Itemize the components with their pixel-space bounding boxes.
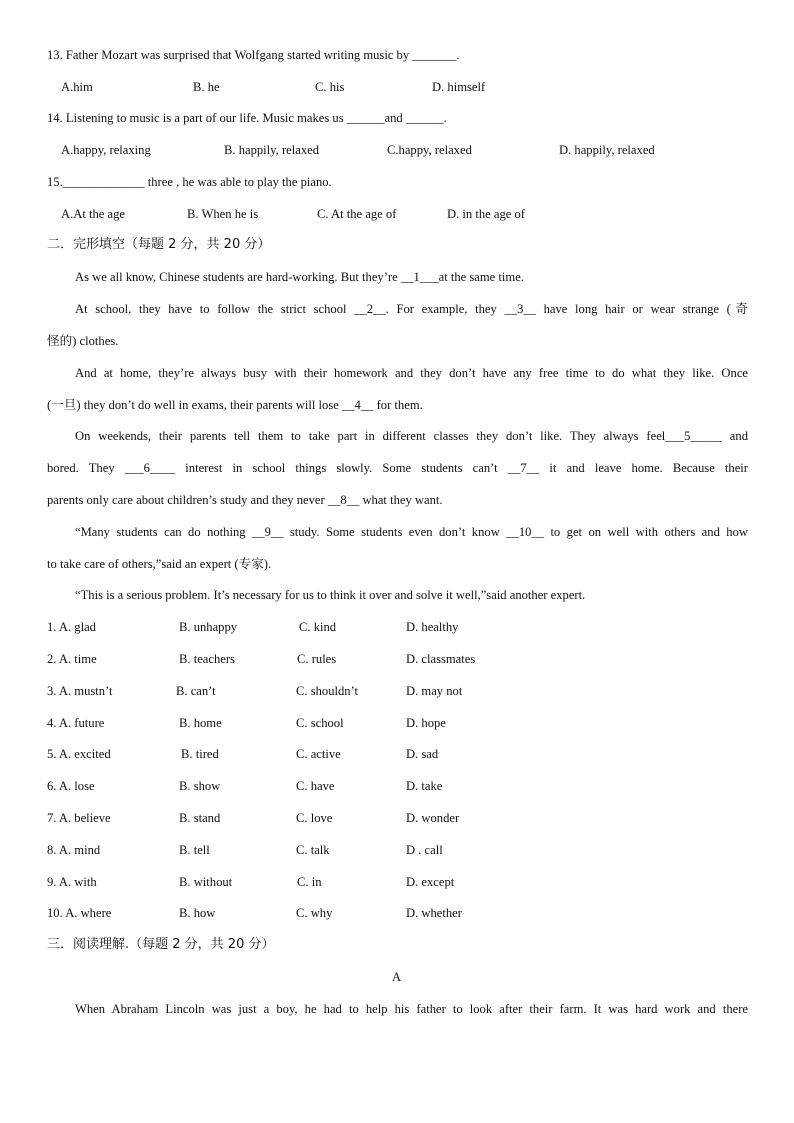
cloze-paragraph-5-line-1: “Many students can do nothing __9__ study. Some students even don’t know __10__ to get on well with others and how bbox=[75, 525, 748, 539]
answer-2-option-d: D. classmates bbox=[406, 652, 476, 666]
answer-9-option-b: B. without bbox=[179, 875, 233, 889]
answer-9-option-c: C. in bbox=[297, 875, 322, 889]
answer-10-option-b: B. how bbox=[179, 906, 216, 920]
question-14-option-b: B. happily, relaxed bbox=[224, 143, 320, 157]
question-15-option-b: B. When he is bbox=[187, 207, 259, 221]
answer-1-option-c: C. kind bbox=[299, 620, 337, 634]
passage-a-line-1: When Abraham Lincoln was just a boy, he had to help his father to look after their farm. It was hard work and there bbox=[75, 1002, 748, 1016]
answer-4-option-c: C. school bbox=[296, 716, 344, 730]
answer-4-option-d: D. hope bbox=[406, 716, 446, 730]
answer-8-option-a: 8. A. mind bbox=[47, 843, 101, 857]
answer-5-option-b: B. tired bbox=[181, 747, 219, 761]
section-3-heading: 三．阅读理解.（每题 2 分，共 20 分） bbox=[47, 937, 275, 952]
answer-7-option-a: 7. A. believe bbox=[47, 811, 111, 825]
answer-1-option-a: 1. A. glad bbox=[47, 620, 96, 634]
cloze-paragraph-6: “This is a serious problem. It’s necessary for us to think it over and solve it well,”said another expert. bbox=[75, 588, 586, 602]
answer-10-option-c: C. why bbox=[296, 906, 333, 920]
cloze-paragraph-3-line-2: (一旦) they don’t do well in exams, their parents will lose __4__ for them. bbox=[47, 398, 423, 412]
answer-3-option-d: D. may not bbox=[406, 684, 463, 698]
cloze-paragraph-2-line-2: 怪的) clothes. bbox=[47, 334, 119, 348]
cloze-paragraph-4-line-1: On weekends, their parents tell them to take part in different classes they don’t like. They always feel___5_____ and bbox=[75, 429, 748, 443]
answer-3-option-b: B. can’t bbox=[176, 684, 216, 698]
answer-8-option-c: C. talk bbox=[296, 843, 330, 857]
answer-10-option-d: D. whether bbox=[406, 906, 462, 920]
answer-1-option-b: B. unhappy bbox=[179, 620, 238, 634]
answer-2-option-c: C. rules bbox=[297, 652, 337, 666]
answer-7-option-b: B. stand bbox=[179, 811, 221, 825]
answer-9-option-a: 9. A. with bbox=[47, 875, 97, 889]
answer-3-option-c: C. shouldn’t bbox=[296, 684, 359, 698]
answer-3-option-a: 3. A. mustn’t bbox=[47, 684, 113, 698]
question-13-option-b: B. he bbox=[193, 80, 220, 94]
answer-6-option-a: 6. A. lose bbox=[47, 779, 95, 793]
answer-5-option-c: C. active bbox=[296, 747, 341, 761]
answer-5-option-a: 5. A. excited bbox=[47, 747, 111, 761]
question-15-option-c: C. At the age of bbox=[317, 207, 397, 221]
answer-9-option-d: D. except bbox=[406, 875, 455, 889]
cloze-paragraph-3-line-1: And at home, they’re always busy with their homework and they don’t have any free time to do what they like. Once bbox=[75, 366, 748, 380]
cloze-paragraph-4-line-2: bored. They ___6____ interest in school things slowly. Some students can’t __7__ it and leave home. Because their bbox=[47, 461, 748, 475]
cloze-paragraph-1: As we all know, Chinese students are hard-working. But they’re __1___at the same time. bbox=[75, 270, 524, 284]
question-14-option-d: D. happily, relaxed bbox=[559, 143, 655, 157]
answer-7-option-d: D. wonder bbox=[406, 811, 460, 825]
answer-6-option-b: B. show bbox=[179, 779, 221, 793]
question-13-option-a: A.him bbox=[61, 80, 93, 94]
question-15-stem: 15._____________ three , he was able to play the piano. bbox=[47, 175, 332, 189]
answer-4-option-a: 4. A. future bbox=[47, 716, 105, 730]
cloze-paragraph-4-line-3: parents only care about children’s study and they never __8__ what they want. bbox=[47, 493, 443, 507]
answer-5-option-d: D. sad bbox=[406, 747, 439, 761]
passage-label: A bbox=[392, 970, 402, 984]
question-14-stem: 14. Listening to music is a part of our life. Music makes us ______and ______. bbox=[47, 111, 447, 125]
cloze-paragraph-2-line-1: At school, they have to follow the strict school __2__. For example, they __3__ have long hair or wear strange (奇 bbox=[75, 302, 748, 316]
answer-7-option-c: C. love bbox=[296, 811, 333, 825]
answer-1-option-d: D. healthy bbox=[406, 620, 459, 634]
answer-8-option-d: D . call bbox=[406, 843, 443, 857]
answer-6-option-c: C. have bbox=[296, 779, 335, 793]
question-13-option-c: C. his bbox=[315, 80, 345, 94]
cloze-paragraph-5-line-2: to take care of others,”said an expert (专家). bbox=[47, 557, 272, 571]
answer-4-option-b: B. home bbox=[179, 716, 222, 730]
question-14-option-a: A.happy, relaxing bbox=[61, 143, 151, 157]
section-2-heading: 二．完形填空（每题 2 分，共 20 分） bbox=[47, 237, 271, 252]
question-15-option-d: D. in the age of bbox=[447, 207, 525, 221]
question-14-option-c: C.happy, relaxed bbox=[387, 143, 472, 157]
question-13-stem: 13. Father Mozart was surprised that Wolfgang started writing music by _______. bbox=[47, 48, 460, 62]
question-13-option-d: D. himself bbox=[432, 80, 486, 94]
question-15-option-a: A.At the age bbox=[61, 207, 125, 221]
answer-2-option-b: B. teachers bbox=[179, 652, 235, 666]
answer-2-option-a: 2. A. time bbox=[47, 652, 97, 666]
answer-6-option-d: D. take bbox=[406, 779, 443, 793]
answer-10-option-a: 10. A. where bbox=[47, 906, 112, 920]
answer-8-option-b: B. tell bbox=[179, 843, 210, 857]
